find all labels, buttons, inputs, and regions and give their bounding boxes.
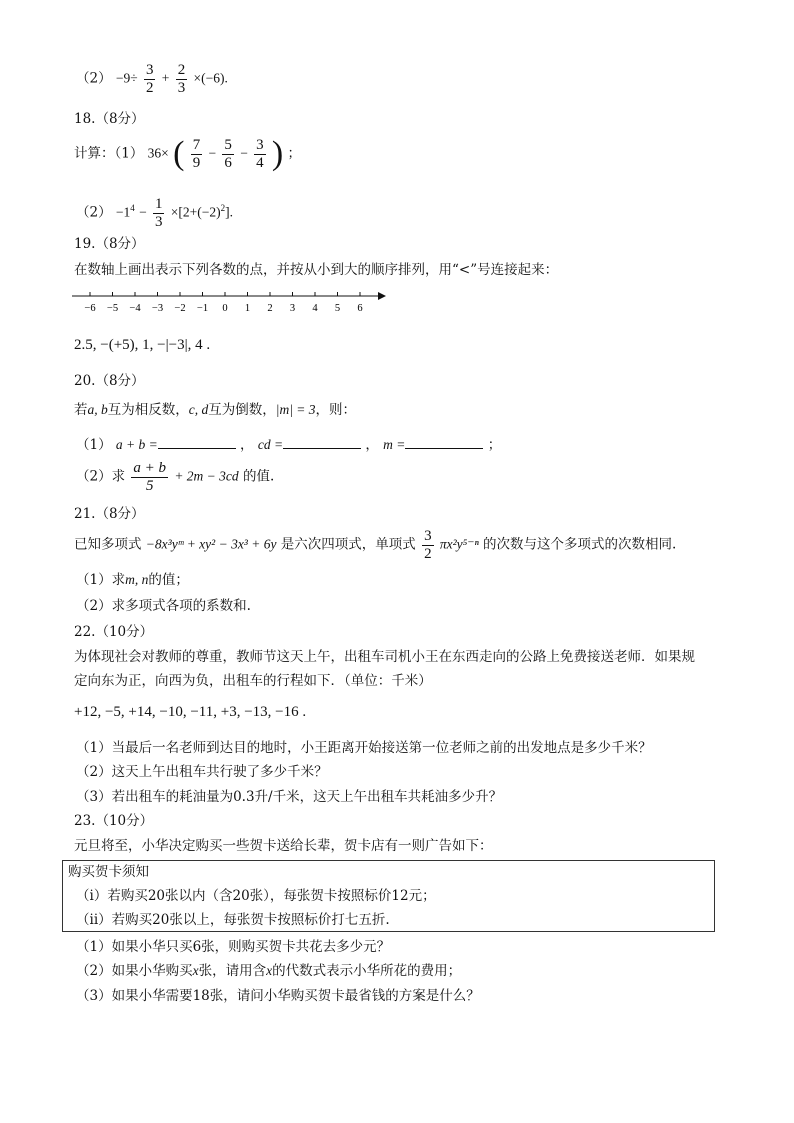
answer-blank[interactable] xyxy=(405,436,483,449)
ad-title: 购买贺卡须知 xyxy=(68,864,149,880)
q22-part2: （2）这天上午出租车共行驶了多少千米？ xyxy=(76,764,328,780)
number-line-tick-label: 1 xyxy=(244,303,251,314)
number-line-tick-label: −2 xyxy=(174,303,186,314)
q23-part2: （2）如果小华购买x张，请用含x的代数式表示小华所花的费用； xyxy=(76,963,462,979)
q18-part2: $(2) -1^4$ − $\frac{1}{3}$ $\times[2+(-2)^2]$. xyxy=(76,196,233,230)
q23-part3: （3）如果小华需要18张，请问小华购买贺卡最省钱的方案是什么？ xyxy=(76,988,480,1004)
q22-text-1: 为体现社会对教师的尊重，教师节这天上午，出租车司机小王在东西走向的公路上免费接送老师．如果规 xyxy=(74,649,695,665)
q22-text-2: 定向东为正，向西为负，出租车的行程如下．（单位：千米） xyxy=(74,673,432,689)
number-line-tick-label: −5 xyxy=(106,303,119,314)
q17-part2: （2） −9÷ $\frac{3}{2}$ + $\frac{2}{3}$ ×(−6). xyxy=(76,62,228,96)
q23-text: 元旦将至，小华决定购买一些贺卡送给长辈，贺卡店有一则广告如下： xyxy=(74,838,493,854)
q22-data: +12, −5, +14, −10, −11, +3, −13, −16 . xyxy=(74,704,307,720)
q20-part1: （1） a + b = ， cd = ， m = ； xyxy=(76,437,502,453)
fraction: $\frac{3}{2}$ xyxy=(145,62,154,96)
q19-numbers: 2.5, −(+5), 1, −|−3|, 4 . xyxy=(74,337,211,353)
number-line-tick-label: −6 xyxy=(84,303,96,314)
number-line-tick-label: −1 xyxy=(196,303,209,314)
q19-text: 在数轴上画出表示下列各数的点，并按从小到大的顺序排列，用“<”号连接起来： xyxy=(74,262,559,278)
q23-part1: （1）如果小华只买6张，则购买贺卡共花去多少元？ xyxy=(76,939,391,955)
question-header: 23.（10分） xyxy=(74,813,154,829)
question-header: 22.（10分） xyxy=(74,624,154,640)
number-line-tick-label: −4 xyxy=(129,303,141,314)
answer-blank[interactable] xyxy=(283,436,361,449)
q20-condition: 若a, b互为相反数，c, d互为倒数，|m| = 3，则： xyxy=(74,402,357,418)
number-line-tick-label: 6 xyxy=(357,303,363,314)
answer-blank[interactable] xyxy=(158,436,236,449)
question-header: 21.（8分） xyxy=(74,506,145,522)
q18-part1: 计算：（1） 36× ( $\frac{7}{9}$ − $\frac{5}{6}$ − $\frac{3}{4}$ ) ； xyxy=(74,135,302,172)
number-line xyxy=(70,286,390,316)
question-header: 20.（8分） xyxy=(74,373,145,389)
q21-part1: （1）求m, n的值； xyxy=(76,572,189,588)
question-header: 19.（8分） xyxy=(74,236,145,252)
q22-part3: （3）若出租车的耗油量为0.3升/千米，这天上午出租车共耗油多少升？ xyxy=(76,789,503,805)
question-header: 18.（8分） xyxy=(74,111,145,127)
number-line-tick-label: −3 xyxy=(151,303,164,314)
q22-part1: （1）当最后一名老师到达目的地时，小王距离开始接送第一位老师之前的出发地点是多少千米？ xyxy=(76,740,652,756)
number-line-tick-label: 4 xyxy=(312,303,318,314)
number-line-tick-label: 2 xyxy=(267,303,273,314)
number-line-tick-label: 0 xyxy=(222,303,228,314)
number-line-tick-label: 3 xyxy=(289,303,296,314)
fraction: $\frac{2}{3}$ xyxy=(177,62,186,96)
ad-rule-ii: （ii）若购买20张以上，每张贺卡按照标价打七五折. xyxy=(76,912,390,928)
number-line-tick-label: 5 xyxy=(334,303,341,314)
q21-text: 已知多项式 −8x³yᵐ + xy² − 3x³ + 6y 是六次四项式，单项式 $\frac{3}{2}$ πx²y⁵⁻ⁿ 的次数与这个多项式的次数相同. xyxy=(74,528,677,562)
q21-part2: （2）求多项式各项的系数和. xyxy=(76,598,251,614)
q20-part2: （2）求 $\frac{a + b}{5}$ + 2m − 3cd 的值. xyxy=(76,460,275,494)
ad-rule-i: （i）若购买20张以内（含20张），每张贺卡按照标价12元； xyxy=(76,888,436,904)
